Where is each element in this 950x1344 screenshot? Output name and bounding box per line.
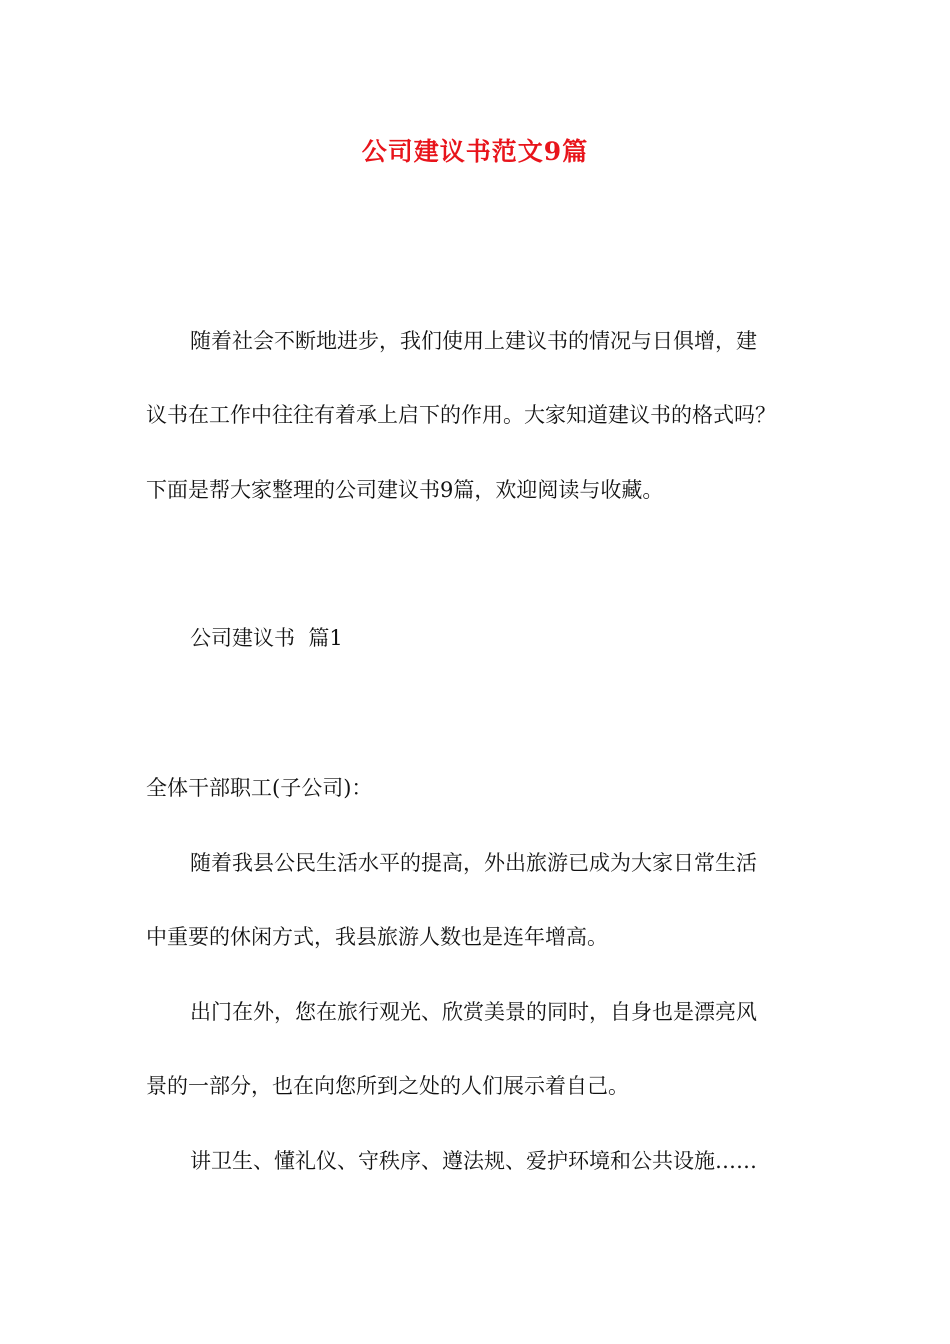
salutation: 全体干部职工(子公司)：	[146, 776, 373, 800]
body-line-3: 出门在外，您在旅行观光、欣赏美景的同时，自身也是漂亮风	[190, 1000, 757, 1024]
intro-line-3: 下面是帮大家整理的公司建议书9篇，欢迎阅读与收藏。	[146, 478, 664, 502]
intro-line-2: 议书在工作中往往有着承上启下的作用。大家知道建议书的格式吗？	[146, 403, 776, 427]
section-heading: 公司建议书 篇1	[190, 626, 343, 650]
body-line-2: 中重要的休闲方式，我县旅游人数也是连年增高。	[146, 925, 608, 949]
body-line-1: 随着我县公民生活水平的提高，外出旅游已成为大家日常生活	[190, 851, 757, 875]
intro-line-1: 随着社会不断地进步，我们使用上建议书的情况与日俱增，建	[190, 329, 757, 353]
document-title: 公司建议书范文9篇	[361, 137, 589, 166]
body-line-5: 讲卫生、懂礼仪、守秩序、遵法规、爱护环境和公共设施……	[190, 1149, 757, 1173]
body-line-4: 景的一部分，也在向您所到之处的人们展示着自己。	[146, 1074, 629, 1098]
